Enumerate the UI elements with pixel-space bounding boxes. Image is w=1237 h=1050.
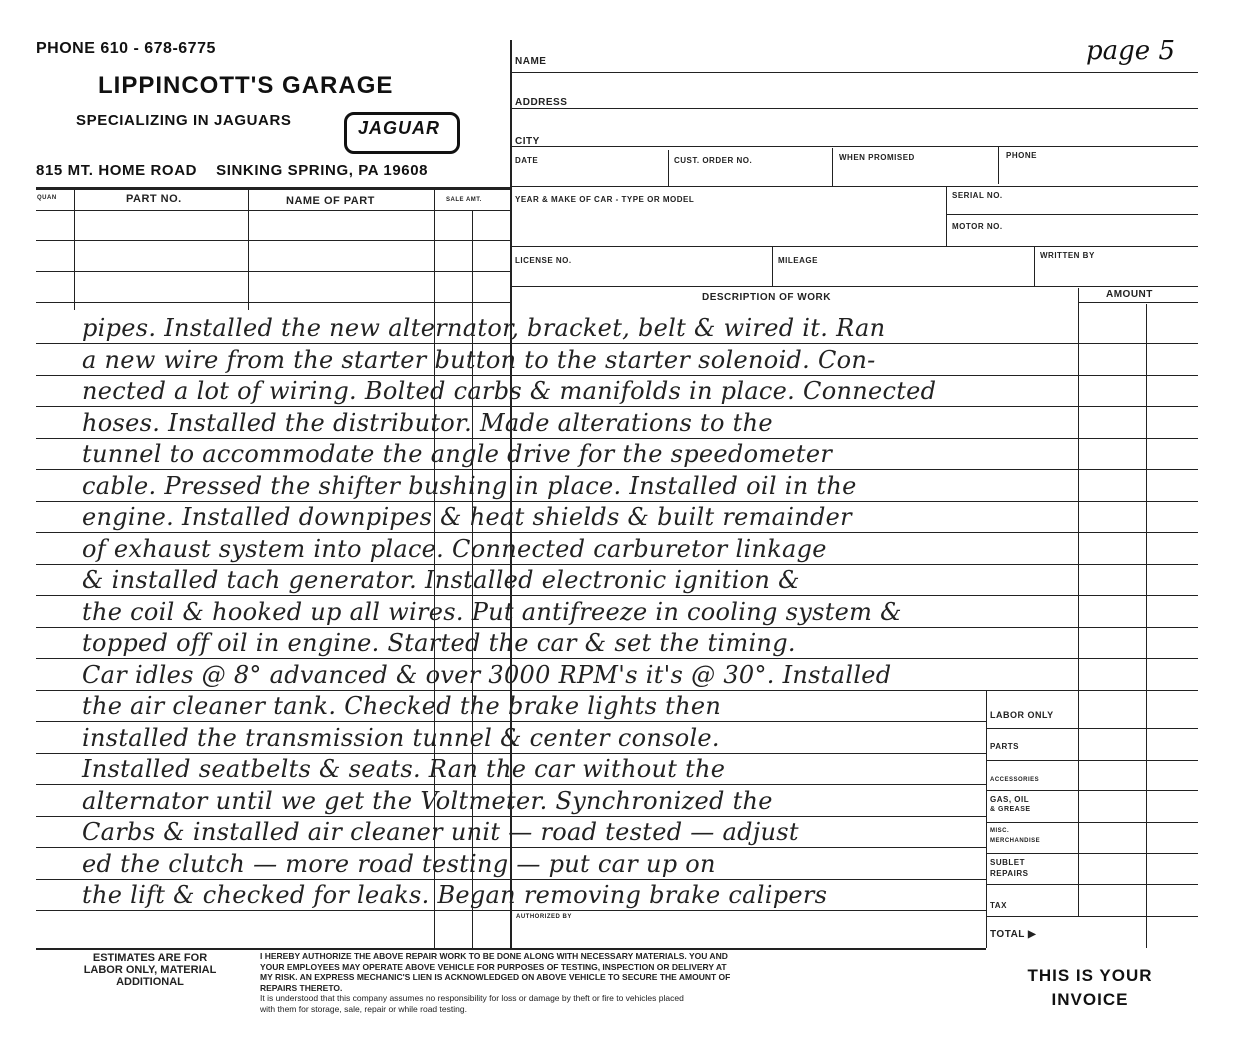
parts-total-label: PARTS xyxy=(990,742,1020,751)
handwritten-line: cable. Pressed the shifter bushing in place. Installed oil in the xyxy=(82,472,857,500)
ruled-line xyxy=(36,784,986,785)
handwritten-line: & installed tach generator. Installed electronic ignition & xyxy=(82,566,800,594)
address-field-label: ADDRESS xyxy=(515,97,568,108)
ruled-line xyxy=(36,690,1198,691)
amount-header-line xyxy=(1078,302,1198,303)
total-label: TOTAL ▶ xyxy=(990,929,1037,940)
authorization-line: I HEREBY AUTHORIZE THE ABOVE REPAIR WORK TO BE DONE ALONG WITH NECESSARY MATERIALS. YOU AND xyxy=(260,951,728,961)
vehicle-row-line xyxy=(512,246,1198,247)
totals-rule xyxy=(986,790,1198,791)
totals-rule xyxy=(986,822,1198,823)
name-field-label: NAME xyxy=(515,56,547,67)
handwritten-line: the lift & checked for leaks. Began removing brake calipers xyxy=(82,881,828,909)
ruled-line xyxy=(36,627,1198,628)
authorized-by-label: AUTHORIZED BY xyxy=(516,914,572,920)
part-no-col-header: PART NO. xyxy=(126,193,182,205)
when-promised-field-label: WHEN PROMISED xyxy=(839,153,915,162)
ruled-line xyxy=(36,595,1198,596)
ruled-line xyxy=(36,658,1198,659)
amount-mid-divider xyxy=(1146,304,1147,948)
invoice-line: INVOICE xyxy=(1051,990,1129,1009)
shop-address: 815 MT. HOME ROAD SINKING SPRING, PA 19608 xyxy=(36,162,429,179)
handwritten-line: tunnel to accommodate the angle drive for the speedometer xyxy=(82,440,833,468)
page-note: page 5 xyxy=(1086,36,1175,66)
handwritten-line: ed the clutch — more road testing — put car up on xyxy=(82,850,716,878)
parts-header-top-rule xyxy=(36,187,512,190)
estimates-line: ADDITIONAL xyxy=(116,976,184,988)
handwritten-line: a new wire from the starter button to the starter solenoid. Con- xyxy=(82,346,876,374)
handwritten-line: hoses. Installed the distributor. Made alterations to the xyxy=(82,409,773,437)
sublet-label: SUBLET xyxy=(990,858,1025,867)
handwritten-line: Installed seatbelts & seats. Ran the car without the xyxy=(82,755,726,783)
mileage-field-label: MILEAGE xyxy=(778,256,818,265)
authorization-line: YOUR EMPLOYEES MAY OPERATE ABOVE VEHICLE FOR PURPOSES OF TESTING, INSPECTION OR DELIVERY AT xyxy=(260,961,727,972)
handwritten-line: pipes. Installed the new alternator, bracket, belt & wired it. Ran xyxy=(82,314,886,342)
promised-divider xyxy=(998,146,999,184)
ruled-line xyxy=(36,532,1198,533)
year-make-field-label: YEAR & MAKE OF CAR - TYPE OR MODEL xyxy=(515,195,695,204)
authorization-text xyxy=(260,951,982,1014)
specialty-line: SPECIALIZING IN JAGUARS xyxy=(76,112,292,129)
phone-field-label: PHONE xyxy=(1006,151,1037,160)
ruled-line xyxy=(36,816,986,817)
handwritten-line: the coil & hooked up all wires. Put antifreeze in cooling system & xyxy=(82,598,902,626)
handwritten-line: installed the transmission tunnel & center console. xyxy=(82,724,720,752)
ruled-line xyxy=(36,438,1198,439)
handwritten-line: nected a lot of wiring. Bolted carbs & manifolds in place. Connected xyxy=(82,377,937,405)
amount-header: AMOUNT xyxy=(1106,289,1153,300)
ruled-line xyxy=(36,879,986,880)
ruled-line xyxy=(36,753,986,754)
estimates-line: ESTIMATES ARE FOR xyxy=(92,952,208,964)
serial-field-label: SERIAL NO. xyxy=(952,191,1003,200)
handwritten-line: Carbs & installed air cleaner unit — road tested — adjust xyxy=(82,818,799,846)
ruled-line xyxy=(36,406,1198,407)
ruled-line xyxy=(36,847,986,848)
serial-line xyxy=(946,214,1198,215)
city-field-label: CITY xyxy=(515,136,540,147)
ruled-line xyxy=(36,375,1198,376)
parts-row-rule xyxy=(36,302,512,303)
city-field-line xyxy=(512,146,1198,147)
handwritten-line: of exhaust system into place. Connected carburetor linkage xyxy=(82,535,827,563)
motor-field-label: MOTOR NO. xyxy=(952,222,1003,231)
accessories-total-label: ACCESSORIES xyxy=(990,777,1040,783)
mileage-divider xyxy=(1034,246,1035,286)
description-header: DESCRIPTION OF WORK xyxy=(702,292,831,303)
parts-row-rule xyxy=(36,271,512,272)
license-field-label: LICENSE NO. xyxy=(515,256,572,265)
ruled-line xyxy=(36,501,1198,502)
footer-rule xyxy=(36,948,986,950)
liability-line: with them for storage, sale, repair or while road testing. xyxy=(260,1003,467,1014)
license-divider xyxy=(772,247,773,287)
order-divider xyxy=(832,148,833,186)
address-field-line xyxy=(512,108,1198,109)
handwritten-line: topped off oil in engine. Started the car & set the timing. xyxy=(82,629,796,657)
authorization-line: MY RISK. AN EXPRESS MECHANIC'S LIEN IS ACKNOWLEDGED ON ABOVE VEHICLE TO SECURE THE AMOUNT OF xyxy=(260,972,731,982)
handwritten-line: alternator until we get the Voltmeter. Synchronized the xyxy=(82,787,773,815)
gas-oil-label: GAS, OIL xyxy=(990,795,1030,804)
parts-header-bottom-rule xyxy=(36,210,512,211)
handwritten-line: the air cleaner tank. Checked the brake lights then xyxy=(82,692,722,720)
date-row-line xyxy=(512,186,1198,187)
estimates-note xyxy=(52,952,248,988)
part-no-divider xyxy=(248,188,249,310)
repairs-label: REPAIRS xyxy=(990,869,1029,878)
cust-order-field-label: CUST. ORDER NO. xyxy=(674,156,753,165)
ruled-line xyxy=(36,469,1198,470)
totals-rule xyxy=(986,853,1198,854)
invoice-line: THIS IS YOUR xyxy=(1027,966,1153,985)
misc-label: MISC. xyxy=(990,828,1010,834)
written-by-field-label: WRITTEN BY xyxy=(1040,251,1095,260)
invoice-notice xyxy=(1000,964,1180,1012)
authorization-line: REPAIRS THERETO. xyxy=(260,982,343,993)
estimates-line: LABOR ONLY, MATERIAL xyxy=(83,964,217,976)
quan-col-header: QUAN xyxy=(37,195,57,201)
ruled-line xyxy=(36,721,986,722)
totals-rule xyxy=(986,760,1198,761)
totals-rule xyxy=(986,916,1198,917)
date-field-label: DATE xyxy=(515,156,539,165)
labor-total-label: LABOR ONLY xyxy=(990,710,1054,720)
license-row-line xyxy=(512,286,1198,287)
liability-line: It is understood that this company assumes no responsibility for loss or damage by theft or fire to vehicles placed xyxy=(260,993,684,1003)
merchandise-label: MERCHANDISE xyxy=(990,838,1041,844)
ruled-line xyxy=(36,343,1198,344)
ruled-line xyxy=(36,910,986,911)
shop-phone: PHONE 610 - 678-6775 xyxy=(36,40,216,57)
totals-rule xyxy=(986,884,1198,885)
garage-name: LIPPINCOTT'S GARAGE xyxy=(98,72,394,99)
handwritten-line: Car idles @ 8° advanced & over 3000 RPM's it's @ 30°. Installed xyxy=(82,661,892,689)
jaguar-logo-text: JAGUAR xyxy=(357,118,440,138)
handwritten-line: engine. Installed downpipes & heat shields & built remainder xyxy=(82,503,852,531)
grease-label: & GREASE xyxy=(990,806,1031,813)
ruled-line xyxy=(36,564,1198,565)
parts-row-rule xyxy=(36,240,512,241)
date-divider xyxy=(668,150,669,186)
sale-amt-col-header: SALE AMT. xyxy=(446,197,482,203)
totals-rule xyxy=(986,728,1198,729)
serial-divider xyxy=(946,186,947,246)
tax-label: TAX xyxy=(990,901,1007,910)
name-field-line xyxy=(512,72,1198,73)
quan-divider xyxy=(74,188,75,310)
name-of-part-col-header: NAME OF PART xyxy=(286,195,375,207)
